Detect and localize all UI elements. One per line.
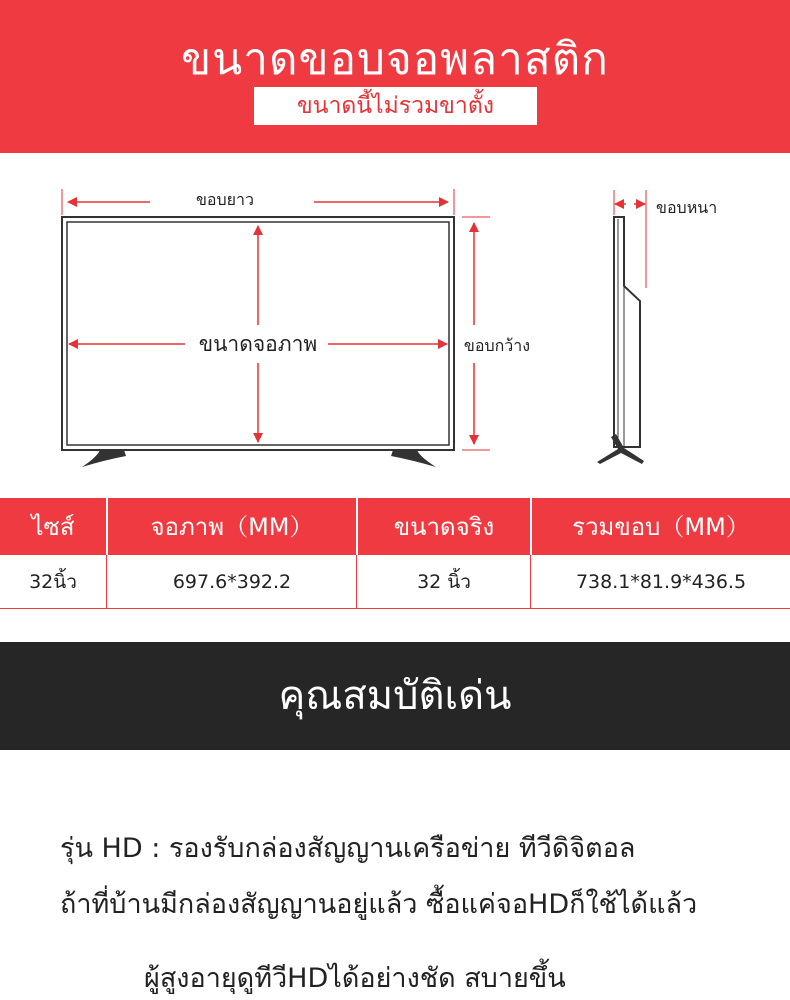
width-label: ขอบกว้าง (463, 336, 531, 355)
subtitle-badge: ขนาดนี้ไม่รวมขาตั้ง (254, 87, 537, 125)
length-arrow (62, 189, 454, 215)
right-stand-foot (391, 450, 436, 467)
header-banner (0, 0, 790, 153)
tv-side-illustration (597, 217, 644, 464)
cell-overall: 738.1*81.9*436.5 (575, 570, 747, 593)
header-actual-size: ขนาดจริง (393, 513, 495, 541)
spec-table-header (0, 498, 790, 555)
features-banner (0, 642, 790, 750)
feature-line-2: ถ้าที่บ้านมีกล่องสัญญานอยู่แล้ว ซื้อแค่จอHDก็ใช้ได้แล้ว (60, 889, 698, 920)
divider (106, 555, 107, 608)
header-screen: จอภาพ（MM） (150, 513, 314, 541)
screen-size-label: ขนาดจอภาพ (198, 332, 318, 356)
spec-table-row (0, 555, 790, 609)
cell-actual-size: 32 นิ้ว (417, 570, 471, 593)
thickness-label: ขอบหนา (656, 198, 718, 217)
length-label: ขอบยาว (195, 190, 255, 209)
header-overall: รวมขอบ（MM） (572, 513, 750, 541)
feature-line-1: รุ่น HD : รองรับกล่องสัญญานเครือข่าย ทีวีดิจิตอล (60, 833, 636, 864)
divider (530, 555, 531, 608)
width-arrow (462, 217, 490, 450)
tv-dimension-diagram (0, 153, 790, 498)
left-stand-foot (82, 450, 126, 467)
header-size: ไซส์ (31, 513, 75, 541)
page-title: ขนาดขอบจอพลาสติก (181, 34, 609, 85)
cell-screen: 697.6*392.2 (172, 570, 292, 593)
cell-size: 32นิ้ว (29, 570, 77, 593)
features-title: คุณสมบัติเด่น (278, 673, 512, 719)
feature-line-3: ผู้สูงอายุดูทีวีHDได้อย่างชัด สบายขึ้น (144, 963, 566, 994)
divider (356, 555, 357, 608)
